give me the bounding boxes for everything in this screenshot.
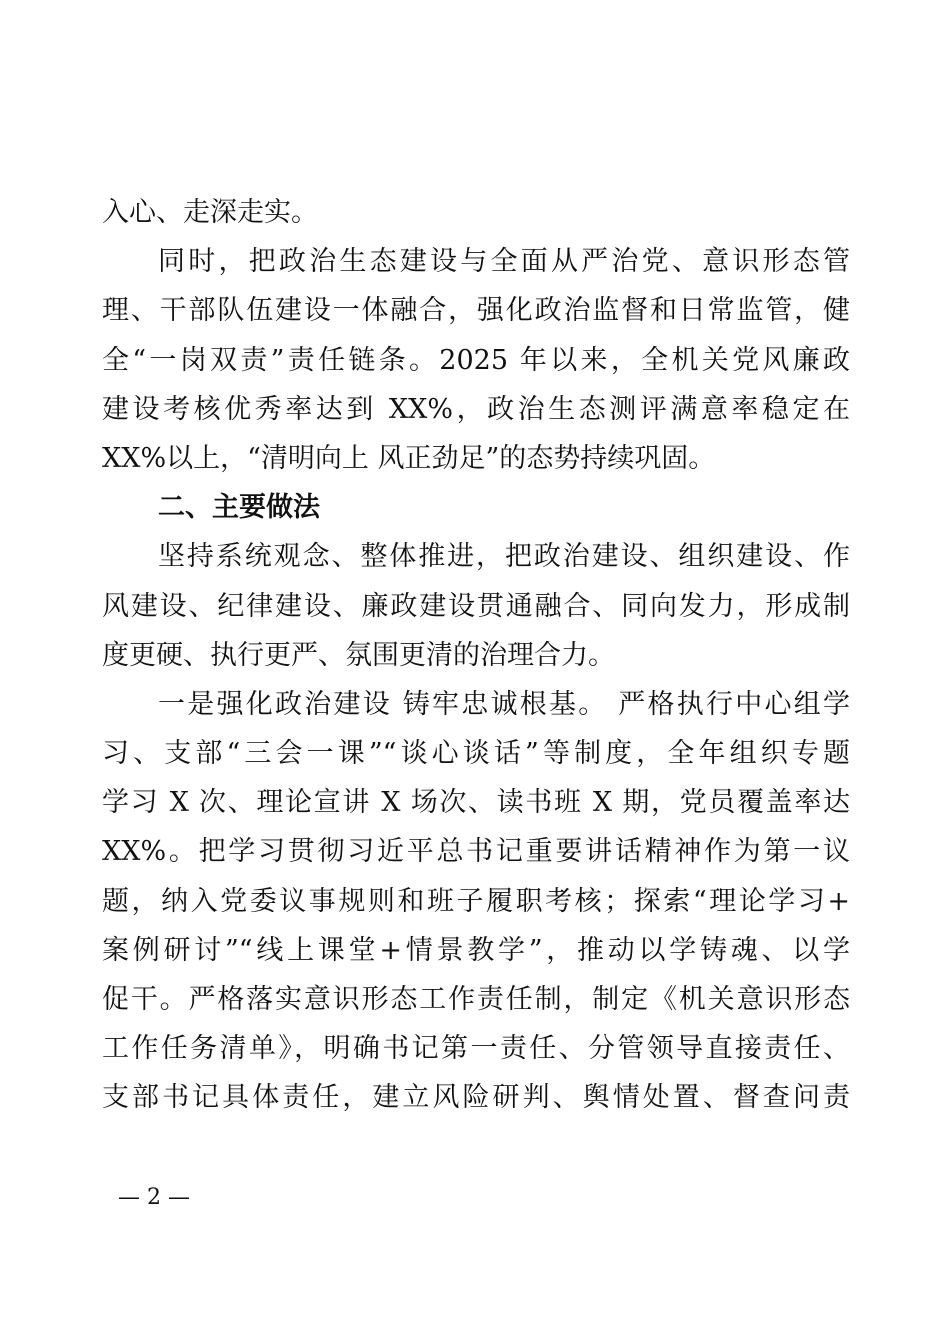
paragraph-line: 支部书记具体责任，建立风险研判、舆情处置、督查问责 <box>102 1082 850 1114</box>
paragraph-line: 促干。严格落实意识形态工作责任制，制定《机关意识形态 <box>102 984 850 1015</box>
paragraph-line: 同时，把政治生态建设与全面从严治党、意识形态管 <box>158 246 850 278</box>
page-number: — 2 — <box>118 1185 190 1210</box>
document-body <box>102 188 850 1123</box>
paragraph-line: 工作任务清单》，明确书记第一责任、分管领导直接责任、 <box>102 1033 850 1065</box>
section-heading: 二、主要做法 <box>158 492 320 524</box>
paragraph-line: 入心、走深走实。 <box>102 197 318 228</box>
paragraph-line: 一是强化政治建设 铸牢忠诚根基。 严格执行中心组学 <box>158 688 850 720</box>
paragraph-line: 案例研讨”“线上课堂+情景教学”，推动以学铸魂、以学 <box>102 934 850 966</box>
paragraph-line: XX%以上，“清明向上 风正劲足”的态势持续巩固。 <box>102 442 716 474</box>
paragraph-line: 题，纳入党委议事规则和班子履职考核；探索“理论学习+ <box>102 885 850 917</box>
paragraph-line: 坚持系统观念、整体推进，把政治建设、组织建设、作 <box>158 541 850 573</box>
paragraph-line: 习、支部“三会一课”“谈心谈话”等制度，全年组织专题 <box>102 738 850 770</box>
paragraph-line: 度更硬、执行更严、氛围更清的治理合力。 <box>102 639 615 671</box>
paragraph-line: XX%。把学习贯彻习近平总书记重要讲话精神作为第一议 <box>102 836 850 868</box>
paragraph-line: 风建设、纪律建设、廉政建设贯通融合、同向发力，形成制 <box>102 590 850 622</box>
paragraph-line: 全“一岗双责”责任链条。2025 年以来，全机关党风廉政 <box>102 344 850 376</box>
paragraph-line: 学习 X 次、理论宣讲 X 场次、读书班 X 期，党员覆盖率达 <box>102 787 850 819</box>
paragraph-line: 理、干部队伍建设一体融合，强化政治监督和日常监管，健 <box>102 295 850 327</box>
paragraph-line: 建设考核优秀率达到 XX%，政治生态测评满意率稳定在 <box>102 393 850 425</box>
